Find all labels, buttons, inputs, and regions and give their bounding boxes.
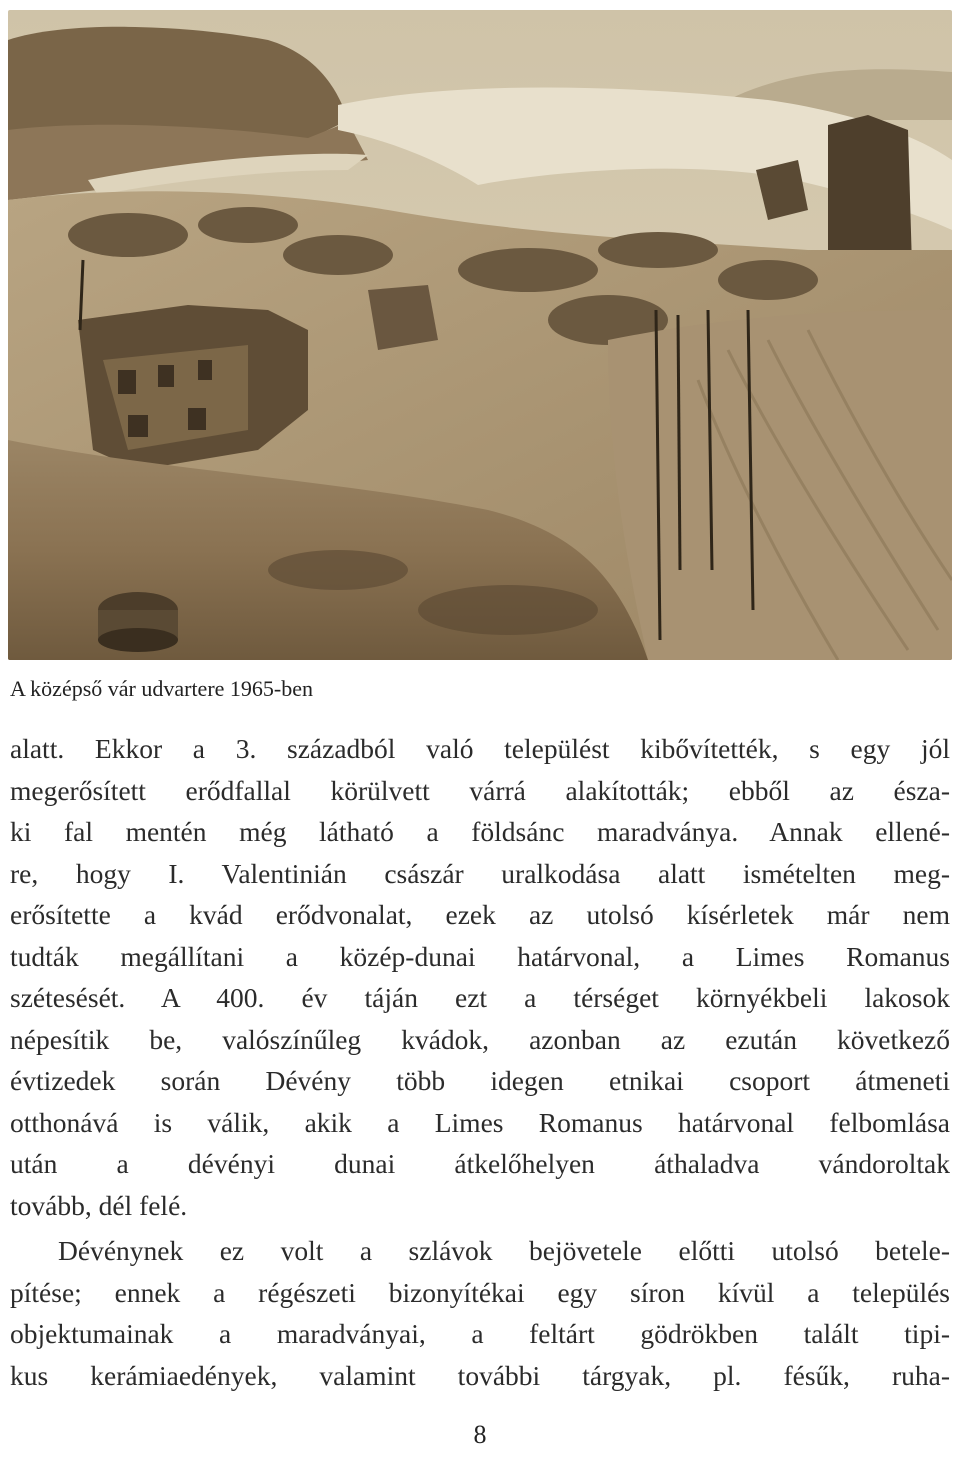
paragraph [10,728,950,1226]
text-line: Dévénynek ez volt a szlávok bejövetele előtti utolsó betele- [58,1235,950,1266]
page-number: 8 [473,1420,487,1449]
text-line: otthonává is válik, akik a Limes Romanus határvonal felbomlása [10,1106,950,1138]
text-line: tudták megállítani a közép-dunai határvonal, a Limes Romanus [10,940,950,972]
text-line: alatt. Ekkor a 3. századból való települést kibővítették, s egy jól [10,733,950,764]
text-line: tovább, dél felé. [10,1189,188,1221]
text-line: objektumainak a maradványai, a feltárt gödrökben talált tipi- [10,1318,950,1349]
paragraph [10,1230,950,1396]
text-line: re, hogy I. Valentinián császár uralkodása alatt ismételten meg- [10,857,950,889]
text-line: évtizedek során Dévény több idegen etnikai csoport átmeneti [10,1065,950,1096]
body-text [10,728,950,1396]
text-line: kus kerámiaedények, valamint további tárgyak, pl. fésűk, ruha- [10,1359,950,1391]
figure-caption: A középső vár udvartere 1965-ben [10,676,314,701]
text-line: népesítik be, valószínűleg kvádok, azonban az ezután következő [10,1023,950,1055]
text-line: után a dévényi dunai átkelőhelyen áthaladva vándoroltak [10,1148,950,1179]
text-line: ki fal mentén még látható a földsánc maradványa. Annak ellené- [10,816,950,847]
text-line: erősítette a kvád erődvonalat, ezek az utolsó kísérletek már nem [10,899,950,930]
castle-courtyard-photo [8,10,952,660]
text-line: szétesését. A 400. év táján ezt a térséget környékbeli lakosok [10,982,950,1013]
text-line: pítése; ennek a régészeti bizonyítékai egy síron kívül a település [10,1276,950,1308]
text-line: megerősített erődfallal körülvett várrá alakították; ebből az észa- [10,774,950,806]
